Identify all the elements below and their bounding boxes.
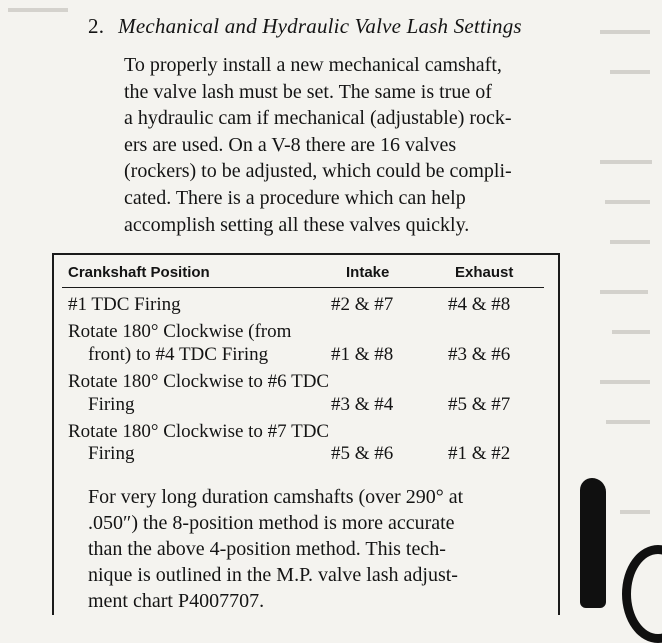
header-crankshaft-position: Crankshaft Position: [68, 264, 210, 281]
note-line: ment chart P4007707.: [88, 590, 265, 612]
row-4-position: Rotate 180° Clockwise to #7 TDC: [68, 421, 330, 442]
intro-line: ers are used. On a V-8 there are 16 valves: [124, 133, 457, 156]
intro-paragraph: [124, 52, 568, 238]
row-2-exhaust: #3 & #6: [448, 344, 511, 365]
ink-mark: [580, 478, 606, 608]
row-1-intake: #2 & #7: [331, 294, 394, 315]
header-rule: [62, 287, 544, 288]
row-2-position: front) to #4 TDC Firing: [88, 344, 269, 365]
intro-line: a hydraulic cam if mechanical (adjustable) rock-: [124, 107, 512, 130]
note-line: For very long duration camshafts (over 290° at: [88, 486, 464, 508]
row-1-position: #1 TDC Firing: [68, 294, 181, 315]
header-intake: Intake: [346, 264, 390, 281]
row-1-exhaust: #4 & #8: [448, 294, 511, 315]
intro-line: (rockers) to be adjusted, which could be compli-: [124, 160, 512, 183]
row-4-exhaust: #1 & #2: [448, 443, 511, 464]
row-4-position: Firing: [88, 443, 135, 464]
intro-line: accomplish setting all these valves quickly.: [124, 213, 470, 236]
section-number: 2.: [88, 14, 105, 38]
row-3-position: Firing: [88, 394, 135, 415]
note-line: than the above 4-position method. This tech-: [88, 538, 446, 560]
ink-ring-mark: [622, 545, 662, 643]
section-title: Mechanical and Hydraulic Valve Lash Settings: [118, 14, 522, 38]
table-note-paragraph: [88, 484, 530, 614]
note-line: .050″) the 8-position method is more accurate: [88, 512, 455, 534]
section-heading: [88, 14, 522, 39]
row-4-intake: #5 & #6: [331, 443, 394, 464]
intro-line: cated. There is a procedure which can help: [124, 186, 466, 209]
row-2-intake: #1 & #8: [331, 344, 394, 365]
header-exhaust: Exhaust: [455, 264, 514, 281]
intro-line: To properly install a new mechanical camshaft,: [124, 54, 502, 76]
note-line: nique is outlined in the M.P. valve lash adjust-: [88, 564, 458, 586]
row-2-position: Rotate 180° Clockwise (from: [68, 321, 292, 342]
row-3-intake: #3 & #4: [331, 394, 394, 415]
row-3-position: Rotate 180° Clockwise to #6 TDC: [68, 371, 330, 392]
row-3-exhaust: #5 & #7: [448, 394, 511, 415]
intro-line: the valve lash must be set. The same is true of: [124, 80, 492, 103]
